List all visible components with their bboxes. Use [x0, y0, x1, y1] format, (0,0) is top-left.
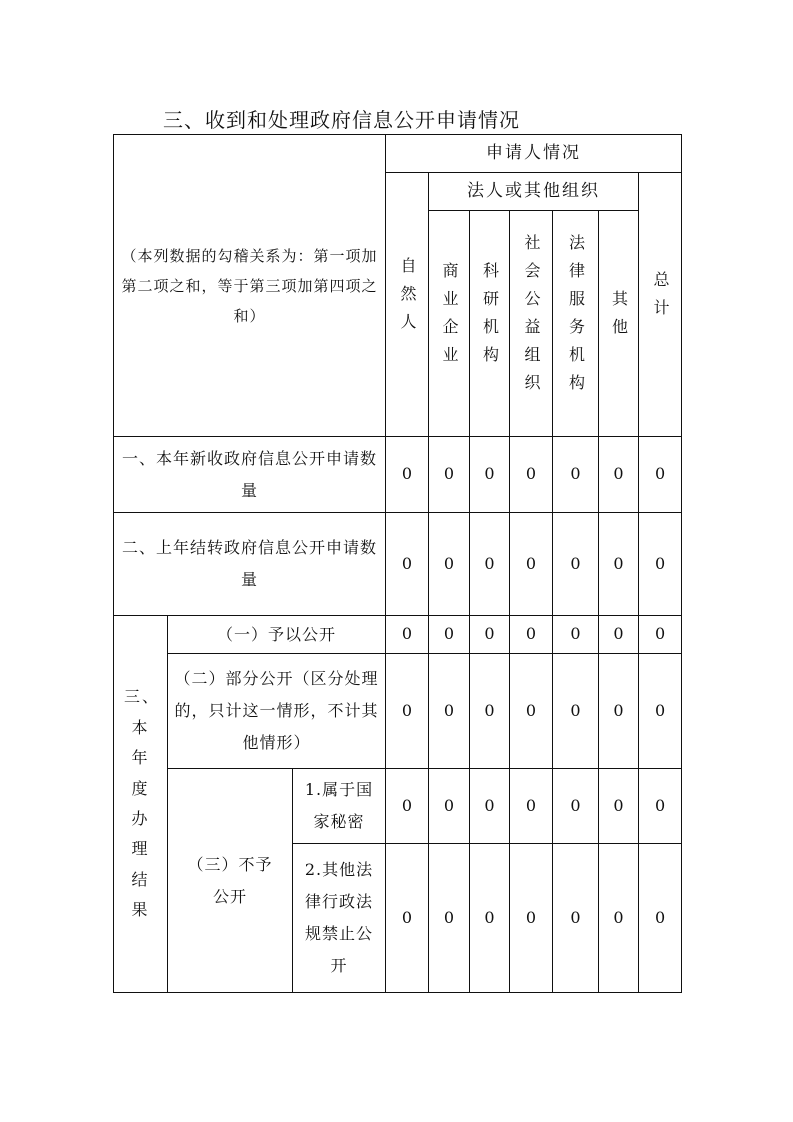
- cell-value: 0: [510, 844, 553, 993]
- cell-value: 0: [470, 513, 510, 616]
- cell-value: 0: [386, 513, 429, 616]
- cell-value: 0: [429, 437, 470, 513]
- row-label-carried: 二、上年结转政府信息公开申请数量: [114, 513, 386, 616]
- cell-value: 0: [470, 437, 510, 513]
- cell-value: 0: [599, 769, 639, 844]
- cell-value: 0: [553, 437, 599, 513]
- cell-value: 0: [553, 513, 599, 616]
- cell-value: 0: [429, 844, 470, 993]
- group-label-results: 三、本年度办理结果: [114, 616, 168, 993]
- table-row: [114, 769, 682, 844]
- cell-value: 0: [510, 654, 553, 769]
- cell-value: 0: [470, 616, 510, 654]
- row-label-new: 一、本年新收政府信息公开申请数量: [114, 437, 386, 513]
- row-label-disclosed: （一）予以公开: [168, 616, 386, 654]
- cell-value: 0: [386, 654, 429, 769]
- cell-value: 0: [599, 654, 639, 769]
- cell-value: 0: [639, 654, 682, 769]
- cell-value: 0: [639, 513, 682, 616]
- header-total: 总计: [639, 173, 682, 437]
- header-natural-person: 自然人: [386, 173, 429, 437]
- row-label-not-disclosed: （三）不予公开: [168, 769, 293, 993]
- cell-value: 0: [429, 513, 470, 616]
- cell-value: 0: [599, 616, 639, 654]
- table-row: [114, 513, 682, 616]
- row-label-state-secret: 1.属于国家秘密: [293, 769, 386, 844]
- cell-value: 0: [553, 844, 599, 993]
- cell-value: 0: [553, 616, 599, 654]
- cell-value: 0: [510, 616, 553, 654]
- cell-value: 0: [429, 769, 470, 844]
- cell-value: 0: [639, 616, 682, 654]
- cell-value: 0: [599, 513, 639, 616]
- section-title: 三、收到和处理政府信息公开申请情况: [163, 108, 520, 132]
- cell-value: 0: [386, 437, 429, 513]
- cell-value: 0: [510, 769, 553, 844]
- cell-value: 0: [429, 616, 470, 654]
- cell-value: 0: [553, 769, 599, 844]
- cell-value: 0: [386, 769, 429, 844]
- corner-note: （本列数据的勾稽关系为：第一项加第二项之和，等于第三项加第四项之和）: [114, 135, 386, 437]
- header-other: 其他: [599, 211, 639, 437]
- cell-value: 0: [470, 654, 510, 769]
- table-row: [114, 654, 682, 769]
- cell-value: 0: [639, 844, 682, 993]
- cell-value: 0: [510, 437, 553, 513]
- cell-value: 0: [639, 769, 682, 844]
- header-legal-service: 法律服务机构: [553, 211, 599, 437]
- cell-value: 0: [470, 844, 510, 993]
- header-research: 科研机构: [470, 211, 510, 437]
- table-row: [114, 616, 682, 654]
- cell-value: 0: [386, 844, 429, 993]
- header-social: 社会公益组织: [510, 211, 553, 437]
- cell-value: 0: [599, 437, 639, 513]
- cell-value: 0: [386, 616, 429, 654]
- table-row: [114, 437, 682, 513]
- header-applicant: 申请人情况: [386, 135, 682, 173]
- cell-value: 0: [599, 844, 639, 993]
- cell-value: 0: [470, 769, 510, 844]
- header-commercial: 商业企业: [429, 211, 470, 437]
- application-stats-table: [113, 134, 682, 993]
- cell-value: 0: [510, 513, 553, 616]
- header-legal-person-group: 法人或其他组织: [429, 173, 639, 211]
- cell-value: 0: [429, 654, 470, 769]
- row-label-partial: （二）部分公开（区分处理的，只计这一情形，不计其他情形）: [168, 654, 386, 769]
- row-label-prohibited: 2.其他法律行政法规禁止公开: [293, 844, 386, 993]
- cell-value: 0: [639, 437, 682, 513]
- cell-value: 0: [553, 654, 599, 769]
